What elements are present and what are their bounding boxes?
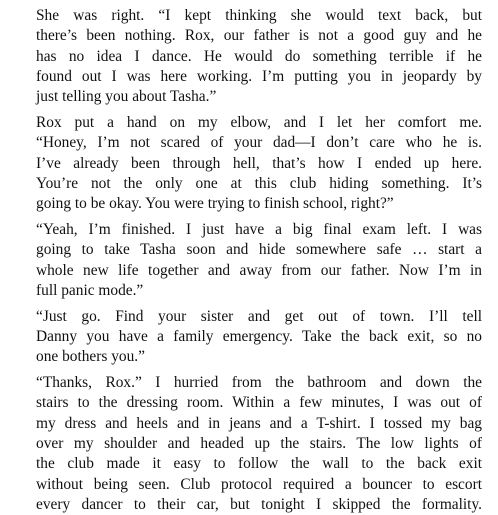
text-line: the club made it easy to follow the wall to the back exit [36,455,482,473]
text-line: full panic mode.” [36,281,144,299]
text-line: “Just go. Find your sister and get out of town. I’ll tell [36,307,482,325]
text-line: going to take Tasha soon and hide somewhere safe … start a [36,241,482,259]
text-line: I’ve already been through hell, that’s how I ended up here. [36,154,482,172]
paragraph-2 [16,113,482,214]
text-line: going to be okay. You were trying to finish school, right?” [36,195,394,213]
text-line: Danny you have a family emergency. Take the back exit, so no [36,327,482,345]
text-line: “Honey, I’m not scared of your dad—I don’t care who he is. [36,134,482,152]
text-line: Rox put a hand on my elbow, and I let her comfort me. [36,113,482,131]
text-line: has no idea I dance. He would do something terrible if he [36,47,482,65]
text-line: over my shoulder and headed up the stairs. The low lights of [36,434,482,452]
paragraph-3 [16,220,482,301]
text-line: found out I was here working. I’m putting you in jeopardy by [36,67,482,85]
text-line: “Thanks, Rox.” I hurried from the bathroom and down the [36,374,482,392]
text-line: stairs to the dressing room. Within a few minutes, I was out of [36,394,482,412]
text-line: just telling you about Tasha.” [36,88,217,106]
paragraph-1 [16,6,482,107]
paragraph-4 [16,307,482,368]
text-line: every dancer to their car, but tonight I skipped the formality. [36,495,482,513]
text-line: “Yeah, I’m finished. I just have a big final exam left. I was [36,220,482,238]
text-line: my dress and heels and in jeans and a T-shirt. I tossed my bag [36,414,482,432]
text-line: She was right. “I kept thinking she would text back, but [36,7,482,24]
text-line: You’re not the only one at this club hiding something. It’s [36,174,482,192]
paragraph-5 [16,373,482,515]
text-line: there’s been nothing. Rox, our father is not a good guy and he [36,27,482,45]
text-line: without being seen. Club protocol required a bouncer to escort [36,475,482,493]
text-line: whole new life together and away from our father. Now I’m in [36,261,482,279]
text-line: one bothers you.” [36,348,145,366]
